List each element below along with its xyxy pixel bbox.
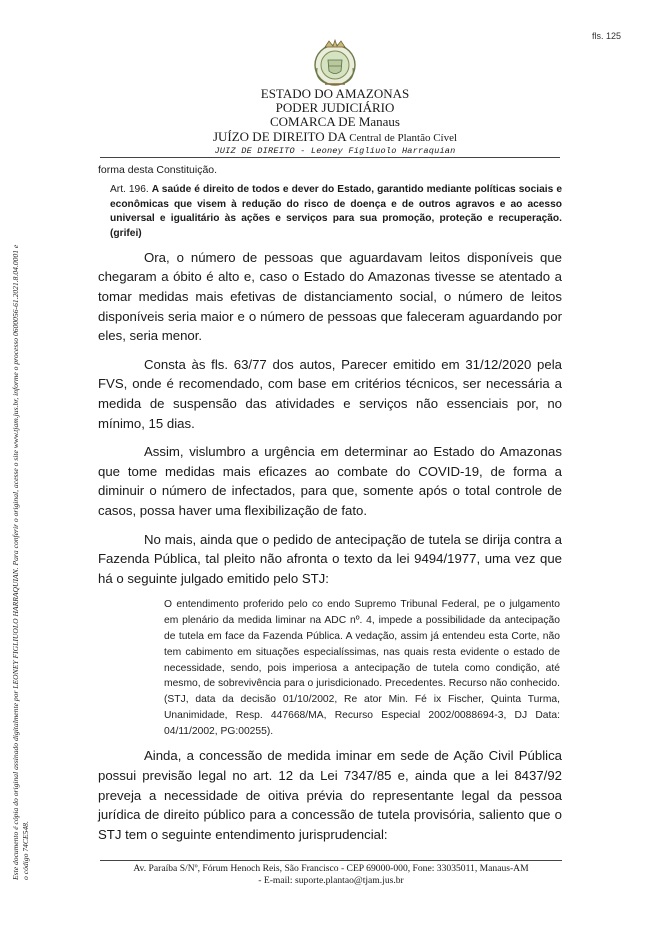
signature-note-line-1: Este documento é cópia do original assinado digitalmente por LEONEY FIGLIUOLO HARRAQUIAN. Para conferir o original, acesse o site www.tjam.jus.br, informe o processo 0600056-61.2021.8.04.0001 e	[11, 244, 20, 880]
coat-of-arms-icon	[311, 38, 359, 88]
document-footer	[100, 863, 562, 887]
page-number: fls. 125	[592, 31, 622, 41]
intro-line: forma desta Constituição.	[98, 164, 218, 176]
signature-note-line-2: o código 74CE548.	[21, 821, 30, 880]
paragraph: Ora, o número de pessoas que aguardavam leitos disponíveis que chegaram a óbito é alto e, caso o Estado do Amazonas tivesse se atentado a tomar medidas mais efetivas de distanciamento social, o número de leitos disponíveis seria maior e o número de pessoas que faleceram aguardando por eles, seria menor.	[98, 249, 562, 344]
power-name: PODER JUDICIÁRIO	[275, 100, 395, 115]
court-name-main: JUÍZO DE DIREITO DA	[212, 129, 346, 144]
court-name-detail: Central de Plantão Cível	[349, 132, 458, 144]
final-paragraph: Ainda, a concessão de medida iminar em sede de Ação Civil Pública possui previsão legal no art. 12 da Lei 7347/85 e, ainda que a lei 8437/92 preveja a necessidade de oitiva prévia do representante legal da pessoa jurídica de direito público para a concessão de tutela provisória, saliento que o STJ tem o seguinte entendimento jurisprudencial:	[98, 748, 562, 842]
article-text: A saúde é direito de todos e dever do Estado, garantido mediante políticas sociais e econômicas que visem à redução do risco de doença e de outros agravos e ao acesso universal e igualitário às ações e serviços para sua promoção, proteção e recuperação.(grifei)	[110, 184, 562, 240]
digital-signature-note	[11, 60, 43, 880]
document-body	[98, 163, 562, 853]
district-name: COMARCA DE Manaus	[269, 114, 400, 129]
paragraph: Consta às fls. 63/77 dos autos, Parecer emitido em 31/12/2020 pela FVS, onde é recomendado, com base em critérios técnicos, ser necessária a medida de suspensão das atividades e serviços não essenciais por, no mínimo, 15 dias.	[98, 356, 562, 431]
paragraph: Assim, vislumbro a urgência em determinar ao Estado do Amazonas que tome medidas mais eficazes ao combate do COVID-19, de forma a diminuir o número de infectados, para que, somente após o total controle de casos, possa haver uma flexibilização de fato.	[98, 444, 562, 518]
footer-address: Av. Paraíba S/Nº, Fórum Henoch Reis, São Francisco - CEP 69000-000, Fone: 33035011, Manaus-AM	[133, 863, 529, 874]
state-name: ESTADO DO AMAZONAS	[260, 86, 410, 101]
article-196-citation	[98, 183, 562, 242]
footer-divider	[100, 860, 562, 861]
jurisprudence-quote: O entendimento proferido pelo co endo Supremo Tribunal Federal, pe o julgamento em plenário da medida liminar na ADC nº. 4, impede a possibilidade da antecipação de tutela em face da Fazenda Pública. A vedação, assim já entendeu esta Corte, não tem cabimento em situações especialíssimas, nas quais resta evidente o estado de necessidade, sendo, pois imperiosa a antecipação de tutela como condição, até mesmo, de sobrevivência para o jurisdicionado. Precedentes. Recurso não conhecido. (STJ, data da decisão 01/10/2002, Re ator Min. Fé ix Fischer, Quinta Turma, Unanimidade, Resp. 447668/MA, Recurso Especial 2002/0088694-3, DJ Data: 04/11/2002, PG:00255).	[164, 599, 560, 737]
paragraph: No mais, ainda que o pedido de antecipação de tutela se dirija contra a Fazenda Pública, tal pleito não afronta o texto da lei 9494/1977, uma vez que há o seguinte julgado emitido pelo STJ:	[98, 531, 562, 586]
document-header	[120, 87, 550, 157]
footer-email: - E-mail: suporte.plantao@tjam.jus.br	[258, 875, 404, 886]
header-divider	[100, 157, 560, 158]
article-number: Art. 196.	[110, 184, 149, 195]
court-name	[120, 129, 550, 146]
judge-line: JUIZ DE DIREITO - Leoney Figliuolo Harraquian	[214, 146, 456, 156]
